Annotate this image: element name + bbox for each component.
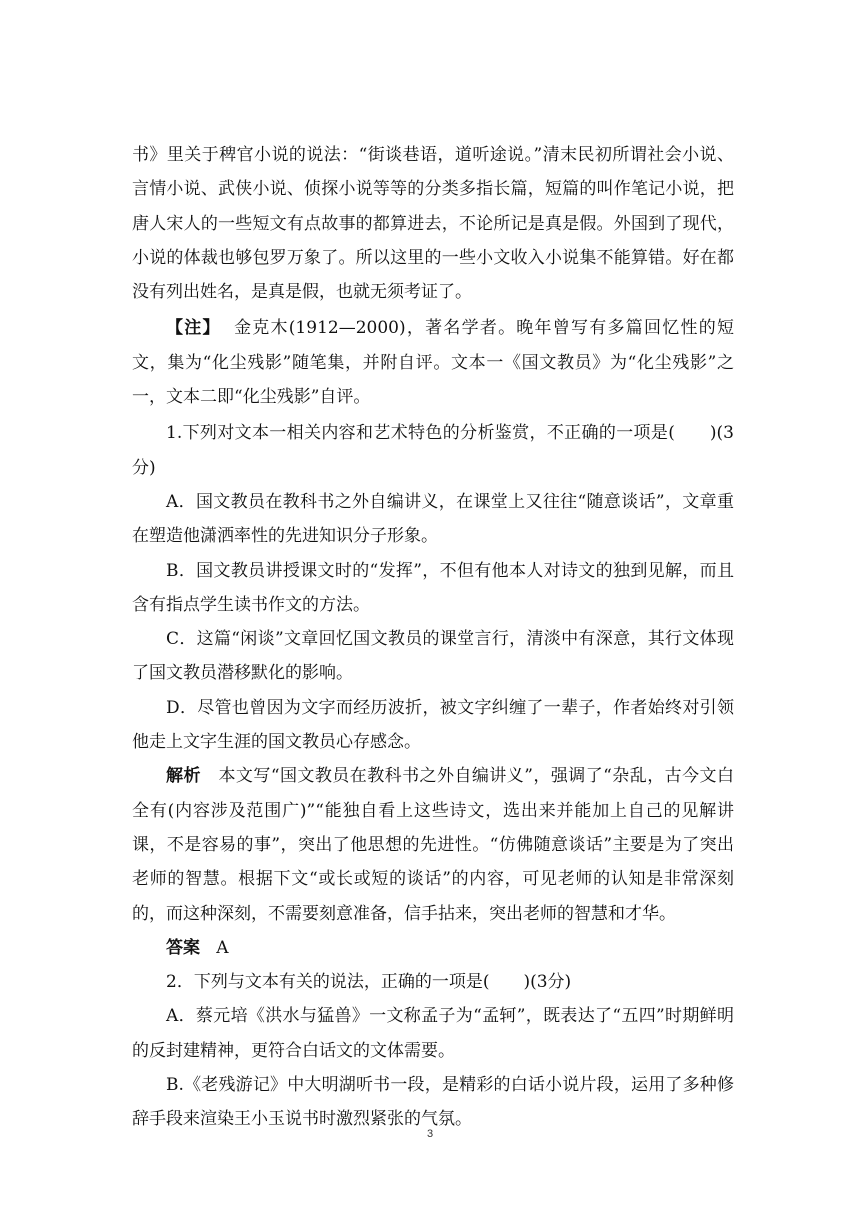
note-text: 金克木(1912—2000)，著名学者。晚年曾写有多篇回忆性的短文，集为“化尘残影”随笔集，并附自评。文本一《国文教员》为“化尘残影”之一，文本二即“化尘残影”自评。	[132, 318, 735, 408]
question-2-option-a: A．蔡元培《洪水与猛兽》一文称孟子为“孟轲”，既表达了“五四”时期鲜明的反封建精神，更符合白话文的文体需要。	[132, 1006, 734, 1061]
page-number: 3	[426, 1128, 434, 1140]
question-2-stem: 2．下列与文本有关的说法，正确的一项是( )(3分)	[166, 972, 572, 993]
question-2-option-b: B.《老残游记》中大明湖听书一段，是精彩的白话小说片段，运用了多种修辞手段来渲染王小玉说书时激烈紧张的气氛。	[132, 1075, 734, 1130]
question-1-option-a: A．国文教员在教科书之外自编讲义，在课堂上又往往“随意谈话”，文章重在塑造他潇洒率性的先进知识分子形象。	[132, 491, 734, 547]
answer-label: 答案	[166, 937, 200, 958]
question-1-option-b: B．国文教员讲授课文时的“发挥”，不但有他本人对诗文的独到见解，而且含有指点学生读书作文的方法。	[132, 560, 734, 615]
question-1-option-c: C．这篇“闲谈”文章回忆国文教员的课堂言行，清淡中有深意，其行文体现了国文教员潜移默化的影响。	[132, 629, 734, 684]
analysis-text: 本文写“国文教员在教科书之外自编讲义”，强调了“杂乱，古今文白全有(内容涉及范围广)”“能独自看上这些诗文，选出来并能加上自己的见解讲课，不是容易的事”，突出了他思想的先进性。“仿佛随意谈话”主要是为了突出老师的智慧。根据下文“或长或短的谈话”的内容，可见老师的认知是非常深刻的，而这种深刻，不需要刻意准备，信手拈来，突出老师的智慧和才华。	[132, 766, 735, 924]
analysis-paragraph	[132, 759, 734, 930]
answer-paragraph	[132, 931, 734, 965]
analysis-label: 解析	[166, 766, 201, 787]
note-paragraph	[132, 311, 734, 414]
note-label: 【注】	[166, 318, 221, 339]
document-body	[132, 138, 734, 1137]
question-1-stem: 1.下列对文本一相关内容和艺术特色的分析鉴赏，不正确的一项是( )(3分)	[132, 423, 734, 478]
answer-value: A	[216, 937, 229, 958]
question-1-option-d: D．尽管也曾因为文字而经历波折，被文字纠缠了一辈子，作者始终对引领他走上文字生涯的国文教员心存感念。	[132, 697, 734, 753]
intro-paragraph: 书》里关于稗官小说的说法：“街谈巷语，道听途说。”清末民初所谓社会小说、言情小说、武侠小说、侦探小说等等的分类多指长篇，短篇的叫作笔记小说，把唐人宋人的一些短文有点故事的都算进去，不论所记是真是假。外国到了现代，小说的体裁也够包罗万象了。所以这里的一些小文收入小说集不能算错。好在都没有列出姓名，是真是假，也就无须考证了。	[132, 145, 734, 303]
